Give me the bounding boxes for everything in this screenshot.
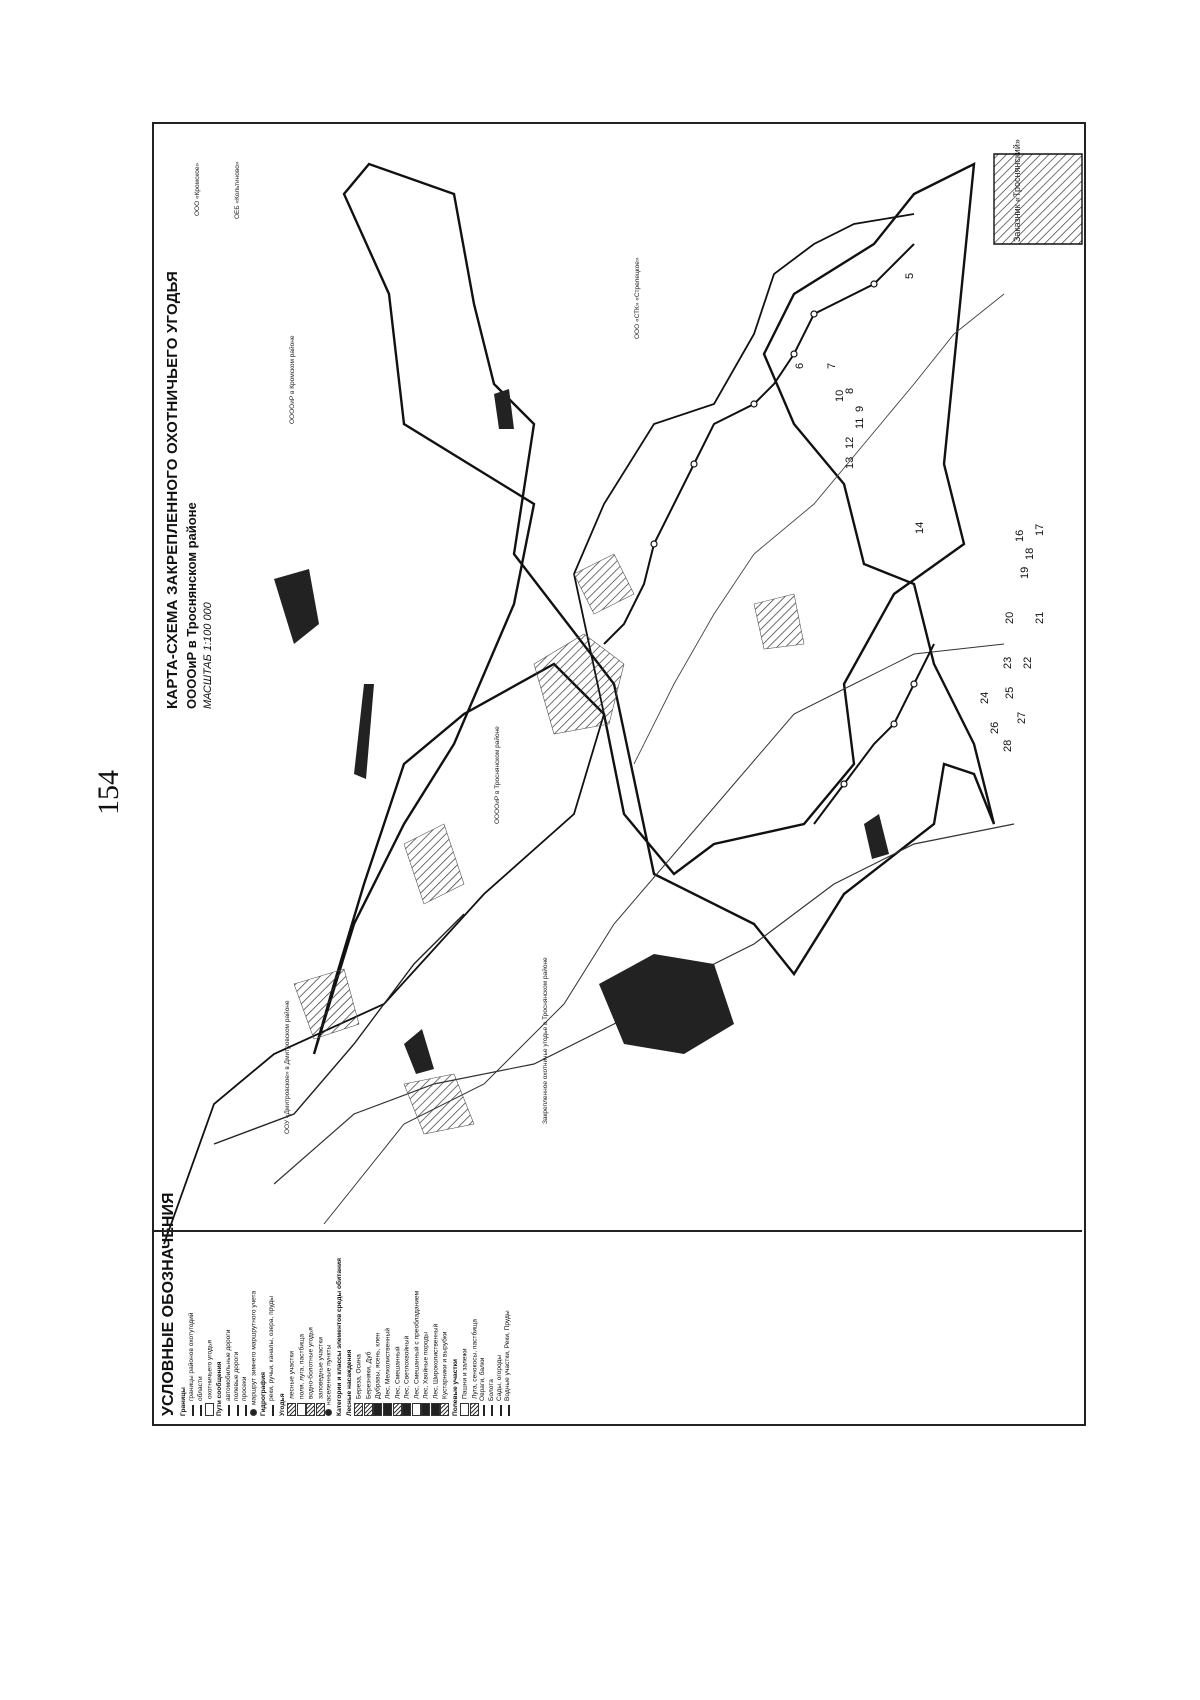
legend-item-label: Лес, Смешанный xyxy=(393,1346,401,1399)
legend-list xyxy=(180,1126,512,1416)
legend-title: УСЛОВНЫЕ ОБОЗНАЧЕНИЯ xyxy=(160,1192,177,1416)
route-number: 9 xyxy=(854,405,866,412)
legend-swatch-icon xyxy=(192,1405,194,1416)
route-number: 26 xyxy=(989,721,1001,734)
legend-item xyxy=(205,1126,215,1416)
legend-item xyxy=(188,1126,196,1416)
map-title-block xyxy=(164,271,214,709)
legend-swatch-icon xyxy=(402,1403,411,1416)
route-number: 22 xyxy=(1022,656,1034,669)
route-point xyxy=(751,401,757,407)
legend-item-label: Угодья xyxy=(278,1393,286,1416)
route-point xyxy=(911,681,917,687)
legend-item-label: границы районов охотугодий xyxy=(188,1312,196,1401)
route-point xyxy=(651,541,657,547)
legend-item xyxy=(440,1126,450,1416)
legend-item xyxy=(325,1126,334,1416)
label-plot-note: Закрепленное охотничье угодье в Троснянском районе xyxy=(542,957,549,1124)
legend-swatch-icon xyxy=(228,1405,230,1416)
legend-swatch-icon xyxy=(272,1405,274,1416)
label-zakaznik: Заказник «Троснянский» xyxy=(1012,139,1022,242)
route-point xyxy=(841,781,847,787)
hatched-forest xyxy=(754,594,804,649)
legend-item xyxy=(354,1126,364,1416)
hatched-forest xyxy=(294,969,359,1039)
hatched-forest xyxy=(534,634,624,734)
legend-section xyxy=(346,1126,354,1416)
legend-item xyxy=(504,1126,512,1416)
hatched-forest xyxy=(574,554,634,614)
route-number: 28 xyxy=(1002,739,1014,752)
legend-item xyxy=(479,1126,487,1416)
map-scale: МАСШТАБ 1:100 000 xyxy=(202,602,214,709)
label-ooo-se: ООООиР в Кромском районе xyxy=(289,335,296,424)
legend-item xyxy=(287,1126,297,1416)
legend-swatch-icon xyxy=(421,1403,430,1416)
legend-item-label: Лесные насаждения xyxy=(346,1349,354,1416)
legend-item-label: Полевые участки xyxy=(451,1359,459,1416)
route-number: 23 xyxy=(1002,656,1014,669)
legend-item-label: Пути сообщения xyxy=(216,1361,224,1416)
route-point xyxy=(791,351,797,357)
winter-route xyxy=(814,644,934,824)
legend-swatch-icon xyxy=(354,1403,363,1416)
legend-item-label: поля, луга, пастбища xyxy=(297,1333,305,1399)
legend-item-label: лесные участки xyxy=(288,1351,296,1399)
legend-swatch-icon xyxy=(460,1403,469,1416)
legend-section xyxy=(216,1126,224,1416)
legend-item xyxy=(225,1126,233,1416)
legend-swatch-icon xyxy=(297,1403,306,1416)
hatched-forest xyxy=(404,1074,474,1134)
route-number: 18 xyxy=(1024,547,1036,560)
legend-swatch-icon xyxy=(393,1403,402,1416)
route-number: 13 xyxy=(844,456,856,469)
legend-item xyxy=(402,1126,412,1416)
legend-item xyxy=(373,1126,383,1416)
legend-swatch-icon xyxy=(412,1403,421,1416)
route-number: 7 xyxy=(826,362,838,369)
legend-item-label: реки, ручьи, каналы, озера, пруды xyxy=(268,1296,276,1401)
legend-item-label: Луга, сенокосы, пастбища xyxy=(470,1319,478,1399)
hunting-area-boundary xyxy=(314,164,994,1054)
route-number: 5 xyxy=(904,272,916,279)
legend-item xyxy=(383,1126,393,1416)
legend-item xyxy=(233,1126,241,1416)
legend-item xyxy=(496,1126,504,1416)
label-oeb: ОЕБ «Кольтиново» xyxy=(234,161,241,219)
legend-item-label: Водные участки, Реки, Пруды xyxy=(504,1310,512,1401)
route-point xyxy=(811,311,817,317)
route-number: 21 xyxy=(1034,611,1046,624)
legend-item xyxy=(316,1126,326,1416)
legend-item-label: Лес, Широколиственный xyxy=(432,1323,440,1399)
legend-swatch-icon xyxy=(483,1405,485,1416)
legend-item xyxy=(306,1126,316,1416)
route-number: 12 xyxy=(844,436,856,449)
route-point xyxy=(691,461,697,467)
legend-item xyxy=(431,1126,441,1416)
legend-swatch-icon xyxy=(373,1403,382,1416)
legend-item xyxy=(488,1126,496,1416)
legend-item xyxy=(460,1126,470,1416)
legend-swatch-icon xyxy=(306,1403,315,1416)
route-point xyxy=(891,721,897,727)
legend-swatch-icon xyxy=(245,1405,247,1416)
legend-swatch-icon xyxy=(287,1403,296,1416)
legend-item-label: Лес, Светлохвойный xyxy=(403,1335,411,1399)
legend-swatch-icon xyxy=(316,1403,325,1416)
route-number: 6 xyxy=(794,362,806,369)
legend-swatch-icon xyxy=(500,1405,502,1416)
forest-patch xyxy=(864,814,889,859)
legend-item-label: Дубравы, ясень, клен xyxy=(374,1332,382,1399)
legend-item-label: населенные пункты xyxy=(325,1344,333,1405)
legend-item-label: Границы xyxy=(180,1387,187,1416)
legend-item xyxy=(364,1126,374,1416)
route-number: 14 xyxy=(914,521,926,534)
legend-item xyxy=(197,1126,205,1416)
legend-item-label: Лес, Хвойные породы xyxy=(422,1331,430,1399)
legend-divider xyxy=(152,1230,1082,1232)
route-number: 27 xyxy=(1016,711,1028,724)
label-ooo-north: ООО «Кромское» xyxy=(194,162,201,216)
legend-swatch-icon xyxy=(250,1409,257,1416)
legend-section xyxy=(260,1126,268,1416)
legend-swatch-icon xyxy=(200,1405,202,1416)
label-ooo-east: ООО «СТК» «Стрелецкое» xyxy=(634,257,641,339)
legend-swatch-icon xyxy=(364,1403,373,1416)
legend-item-label: Лес, Мелколиственный xyxy=(384,1328,392,1399)
legend-item-label: Березняки, Дуб xyxy=(365,1351,373,1399)
legend-swatch-icon xyxy=(383,1403,392,1416)
route-number: 24 xyxy=(979,691,991,704)
legend-item-label: охотничьего угодья xyxy=(206,1340,214,1399)
label-ooo-center: ООООиР в Троснянском районе xyxy=(494,726,501,824)
legend-swatch-icon xyxy=(325,1409,332,1416)
route-number: 8 xyxy=(844,387,856,394)
legend-item xyxy=(470,1126,480,1416)
legend-item xyxy=(297,1126,307,1416)
legend-section xyxy=(279,1126,287,1416)
zakaznik-area xyxy=(994,154,1082,244)
forest-patch xyxy=(354,684,374,779)
legend-section xyxy=(336,1126,344,1416)
legend-swatch-icon xyxy=(508,1405,510,1416)
route-number: 20 xyxy=(1004,611,1016,624)
legend-swatch-icon xyxy=(491,1405,493,1416)
winter-route xyxy=(604,244,914,644)
legend-item xyxy=(250,1126,259,1416)
legend-item xyxy=(268,1126,276,1416)
forest-patch xyxy=(494,389,514,429)
hatched-forest xyxy=(404,824,464,904)
forest-patch xyxy=(404,1029,434,1074)
legend-item xyxy=(241,1126,249,1416)
route-point xyxy=(871,281,877,287)
legend-item-label: Кустарники и вырубки xyxy=(441,1331,449,1399)
page-number: 154 xyxy=(92,770,125,815)
legend-item-label: области xyxy=(196,1376,204,1401)
route-number: 11 xyxy=(854,417,866,429)
route-number: 16 xyxy=(1014,529,1026,542)
legend-swatch-icon xyxy=(205,1403,214,1416)
legend-item-label: водно-болотные угодья xyxy=(307,1327,315,1399)
legend-item-label: полевые дороги xyxy=(233,1351,241,1401)
legend-swatch-icon xyxy=(431,1403,440,1416)
legend-item-label: Овраги, балки xyxy=(479,1357,487,1401)
forest-patch xyxy=(599,954,734,1054)
forest-patch xyxy=(274,569,319,644)
legend-swatch-icon xyxy=(470,1403,479,1416)
legend-item-label: Сады, огороды xyxy=(495,1354,503,1401)
label-neighbor-oup: ООУ «Дмитровское» в Дмитровском районе xyxy=(284,1000,291,1134)
route-number: 25 xyxy=(1004,686,1016,699)
legend-section xyxy=(452,1126,460,1416)
legend-item-label: заповедные участки xyxy=(316,1337,324,1399)
legend-item-label: Болота xyxy=(487,1379,495,1401)
legend-swatch-icon xyxy=(237,1405,239,1416)
legend-item-label: автомобильные дороги xyxy=(224,1329,232,1401)
legend-item xyxy=(412,1126,422,1416)
legend-item-label: Категории и классы элементов среды обитания xyxy=(335,1258,343,1416)
legend-item-label: маршрут зимнего маршрутного учета xyxy=(249,1290,257,1405)
legend-item-label: Пашни и залежи xyxy=(461,1348,469,1399)
route-number: 10 xyxy=(834,389,846,402)
legend-swatch-icon xyxy=(440,1403,449,1416)
legend-item-label: просеки xyxy=(241,1376,249,1401)
legend xyxy=(160,1126,1020,1416)
legend-item-label: Лес, Смешанный с преобладанием xyxy=(412,1290,420,1399)
route-number: 19 xyxy=(1019,566,1031,579)
map-subtitle: ООООиР в Троснянском районе xyxy=(184,502,199,709)
legend-item xyxy=(421,1126,431,1416)
legend-item xyxy=(393,1126,403,1416)
map-title: КАРТА-СХЕМА ЗАКРЕПЛЕННОГО ОХОТНИЧЬЕГО УГОДЬЯ xyxy=(164,271,181,709)
legend-item-label: Гидрография xyxy=(260,1372,268,1416)
route-number: 17 xyxy=(1034,523,1046,536)
legend-item-label: Береза, Осина xyxy=(355,1354,363,1399)
